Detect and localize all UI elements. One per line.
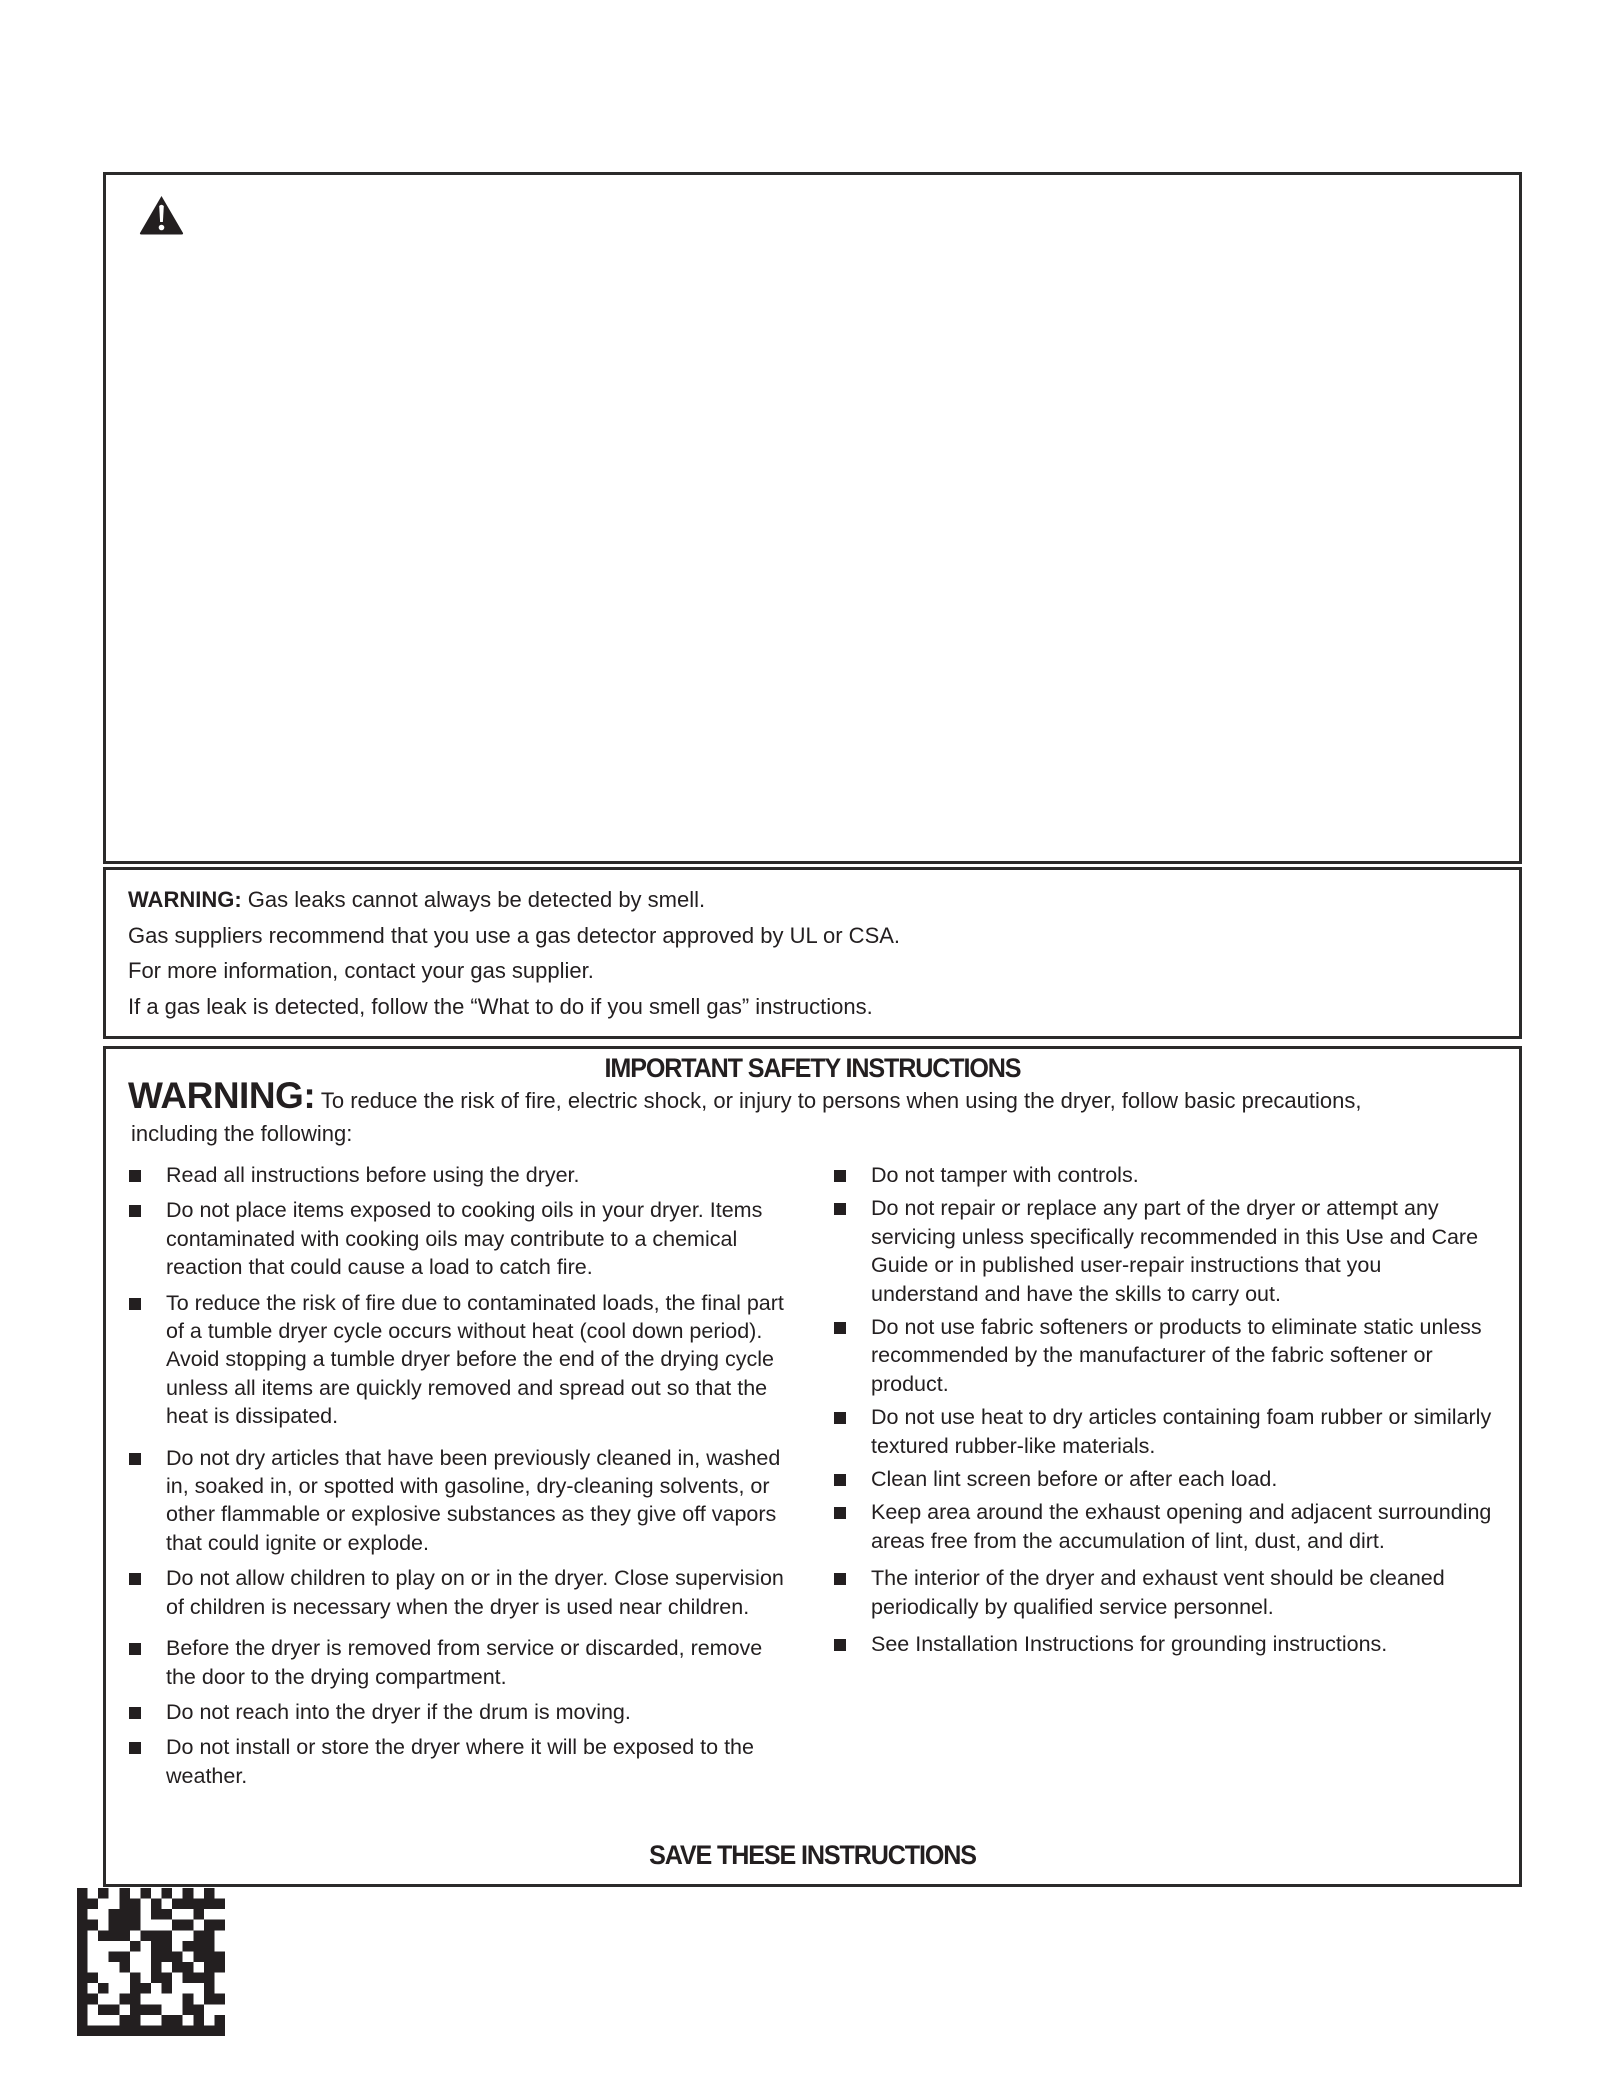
bullet-square-icon xyxy=(834,1474,846,1486)
list-item xyxy=(129,1289,789,1431)
barcode-module xyxy=(119,1930,130,1941)
bullet-square-icon xyxy=(834,1203,846,1215)
barcode-module xyxy=(109,1930,120,1941)
danger-box xyxy=(103,172,1522,864)
barcode-module xyxy=(77,1973,88,1984)
barcode-module xyxy=(183,2025,194,2036)
barcode-module xyxy=(77,1994,88,2005)
safety-list-right xyxy=(834,1161,1494,1664)
gas-warning-line: For more information, contact your gas supplier. xyxy=(128,958,594,983)
list-item xyxy=(834,1564,1494,1621)
barcode-module xyxy=(98,2004,109,2015)
barcode-module xyxy=(77,1899,88,1910)
list-item-text: Do not use fabric softeners or products to eliminate static unless recommended by the manufacturer of the fabric softener or product. xyxy=(871,1315,1482,1396)
list-item-text: The interior of the dryer and exhaust vent should be cleaned periodically by qualified service personnel. xyxy=(871,1566,1445,1619)
list-item-text: Before the dryer is removed from service or discarded, remove the door to the drying compartment. xyxy=(166,1636,763,1689)
barcode-module xyxy=(119,2025,130,2036)
list-item-text: Do not repair or replace any part of the dryer or attempt any servicing unless specifically recommended in this Use and Care Guide or in published user-repair instructions that you understand and have the skills to carry out. xyxy=(871,1196,1479,1306)
list-item xyxy=(834,1403,1494,1460)
barcode-module xyxy=(193,1951,204,1962)
barcode-module xyxy=(130,1973,141,1984)
barcode-module xyxy=(77,1983,88,1994)
barcode-module xyxy=(193,2025,204,2036)
barcode-module xyxy=(162,1983,173,1994)
barcode-module xyxy=(77,1930,88,1941)
barcode-module xyxy=(183,1899,194,1910)
barcode-module xyxy=(130,1941,141,1952)
barcode-module xyxy=(151,1899,162,1910)
barcode-module xyxy=(162,2015,173,2026)
barcode-module xyxy=(214,1920,225,1931)
barcode-module xyxy=(193,2015,204,2026)
gas-warning-label: WARNING: xyxy=(128,887,242,912)
list-item-text: Keep area around the exhaust opening and adjacent surrounding areas free from the accumulation of lint, dust, and dirt. xyxy=(871,1500,1492,1553)
list-item xyxy=(834,1465,1494,1493)
barcode-module xyxy=(204,1973,215,1984)
bullet-square-icon xyxy=(834,1170,846,1182)
barcode-module xyxy=(88,1920,99,1931)
barcode-module xyxy=(193,1941,204,1952)
barcode-module xyxy=(109,1909,120,1920)
bullet-square-icon xyxy=(129,1298,141,1310)
gas-warning-first-line: Gas leaks cannot always be detected by smell. xyxy=(241,887,706,912)
safety-list-left xyxy=(129,1161,789,1797)
barcode-module xyxy=(162,1909,173,1920)
barcode-module xyxy=(88,1994,99,2005)
barcode-module xyxy=(204,1930,215,1941)
barcode-module xyxy=(183,1962,194,1973)
list-item xyxy=(129,1444,789,1558)
barcode-module xyxy=(151,2025,162,2036)
barcode-module xyxy=(77,1920,88,1931)
list-item-text: Clean lint screen before or after each load. xyxy=(871,1467,1278,1492)
barcode-module xyxy=(151,1973,162,1984)
barcode-module xyxy=(98,1983,109,1994)
barcode-module xyxy=(162,1930,173,1941)
barcode-module xyxy=(130,1994,141,2005)
bullet-square-icon xyxy=(129,1453,141,1465)
barcode-module xyxy=(204,1951,215,1962)
barcode-module xyxy=(77,2025,88,2036)
barcode-module xyxy=(162,1973,173,1984)
barcode-module xyxy=(151,1909,162,1920)
gas-warning-text xyxy=(128,882,900,1024)
barcode-module xyxy=(204,1983,215,1994)
list-item xyxy=(834,1194,1494,1308)
barcode-module xyxy=(172,1962,183,1973)
barcode-module xyxy=(109,1920,120,1931)
barcode-module xyxy=(162,1888,173,1899)
barcode-module xyxy=(172,2025,183,2036)
barcode-module xyxy=(130,1920,141,1931)
list-item-text: Do not install or store the dryer where it will be exposed to the weather. xyxy=(166,1735,754,1788)
barcode-module xyxy=(172,1920,183,1931)
barcode-module xyxy=(183,1920,194,1931)
gas-warning-line: If a gas leak is detected, follow the “What to do if you smell gas” instructions. xyxy=(128,993,873,1019)
list-item-text: Do not place items exposed to cooking oils in your dryer. Items contaminated with cooking oils may contribute to a chemical reaction that could cause a load to catch fire. xyxy=(166,1198,763,1280)
barcode-module xyxy=(88,2025,99,2036)
safety-title: IMPORTANT SAFETY INSTRUCTIONS xyxy=(604,1053,1021,1083)
barcode-module xyxy=(172,1951,183,1962)
barcode-module xyxy=(119,2015,130,2026)
gas-warning-line: Gas suppliers recommend that you use a gas detector approved by UL or CSA. xyxy=(128,922,901,948)
barcode-module xyxy=(119,1899,130,1910)
barcode-module xyxy=(98,1930,109,1941)
barcode-module xyxy=(151,1962,162,1973)
barcode-module xyxy=(204,1962,215,1973)
barcode-module xyxy=(140,2004,151,2015)
list-item-text: Do not dry articles that have been previously cleaned in, washed in, soaked in, or spotted with gasoline, dry-cleaning solvents, or other flammable or explosive substances as they give off vapors that could ignite or explode. xyxy=(166,1445,781,1555)
barcode-module xyxy=(214,2015,225,2026)
list-item-text: To reduce the risk of fire due to contaminated loads, the final part of a tumble dryer cycle occurs without heat (cool down period). Avoid stopping a tumble dryer before the end of the drying cycle unless all items are quickly removed and spread out so that the heat is dissipated. xyxy=(166,1290,784,1429)
barcode-module xyxy=(162,1941,173,1952)
barcode-module xyxy=(77,1888,88,1899)
barcode-module xyxy=(183,1888,194,1899)
barcode-module xyxy=(119,1994,130,2005)
safety-warning-label: WARNING: xyxy=(128,1075,316,1116)
barcode-module xyxy=(130,2004,141,2015)
barcode-module xyxy=(77,2015,88,2026)
barcode-module xyxy=(151,1941,162,1952)
bullet-square-icon xyxy=(129,1205,141,1217)
barcode-module xyxy=(109,1951,120,1962)
bullet-square-icon xyxy=(834,1573,846,1585)
barcode-module xyxy=(214,1951,225,1962)
barcode-module xyxy=(140,1983,151,1994)
barcode-module xyxy=(172,1899,183,1910)
barcode-module xyxy=(151,2004,162,2015)
barcode-module xyxy=(130,1899,141,1910)
barcode-module xyxy=(162,1951,173,1962)
list-item xyxy=(129,1196,789,1281)
barcode-module xyxy=(214,2025,225,2036)
warning-triangle-icon xyxy=(139,195,184,235)
list-item xyxy=(129,1733,789,1790)
barcode-module xyxy=(183,2004,194,2015)
barcode-module xyxy=(214,1994,225,2005)
barcode-module xyxy=(130,1983,141,1994)
list-item xyxy=(834,1498,1494,1555)
barcode-module xyxy=(140,2025,151,2036)
barcode-module xyxy=(204,1994,215,2005)
barcode-module xyxy=(88,1973,99,1984)
gas-warning-line xyxy=(128,882,900,918)
barcode-module xyxy=(204,2025,215,2036)
list-item xyxy=(129,1564,789,1621)
list-item xyxy=(834,1161,1494,1189)
list-item xyxy=(129,1634,789,1691)
safety-warning-text: To reduce the risk of fire, electric shock, or injury to persons when using the dryer, follow basic precautions, xyxy=(315,1088,1362,1113)
barcode-module xyxy=(183,1994,194,2005)
barcode-module xyxy=(162,2025,173,2036)
barcode-module xyxy=(119,1951,130,1962)
list-item-text: Do not reach into the dryer if the drum is moving. xyxy=(166,1699,631,1724)
bullet-square-icon xyxy=(129,1643,141,1655)
barcode-module xyxy=(183,1973,194,1984)
barcode-module xyxy=(77,1909,88,1920)
barcode-module xyxy=(204,1941,215,1952)
bullet-square-icon xyxy=(834,1412,846,1424)
barcode-module xyxy=(183,1941,194,1952)
barcode-module xyxy=(119,1909,130,1920)
list-item xyxy=(129,1161,789,1189)
datamatrix-barcode-icon xyxy=(77,1888,225,2036)
list-item-text: Do not tamper with controls. xyxy=(871,1163,1139,1187)
barcode-module xyxy=(204,1920,215,1931)
list-item-text: See Installation Instructions for grounding instructions. xyxy=(871,1632,1388,1657)
barcode-module xyxy=(204,1888,215,1899)
list-item xyxy=(834,1630,1494,1658)
barcode-module xyxy=(193,2004,204,2015)
barcode-module xyxy=(109,2004,120,2015)
safety-warning-line xyxy=(128,1075,1508,1116)
barcode-module xyxy=(193,1909,204,1920)
list-item-text: Do not allow children to play on or in the dryer. Close supervision of children is necessary when the dryer is used near children. xyxy=(166,1566,784,1619)
barcode-module xyxy=(88,1899,99,1910)
barcode-module xyxy=(193,1930,204,1941)
barcode-module xyxy=(98,2025,109,2036)
barcode-module xyxy=(214,1962,225,1973)
barcode-module xyxy=(204,1899,215,1910)
barcode-module xyxy=(193,1973,204,1984)
list-item-text: Do not use heat to dry articles containing foam rubber or similarly textured rubber-like materials. xyxy=(871,1405,1492,1458)
barcode-module xyxy=(140,1930,151,1941)
barcode-module xyxy=(109,2025,120,2036)
barcode-module xyxy=(214,1899,225,1910)
bullet-square-icon xyxy=(834,1507,846,1519)
list-item xyxy=(129,1698,789,1726)
safety-warning-continuation: including the following: xyxy=(131,1121,353,1146)
bullet-square-icon xyxy=(834,1322,846,1334)
bullet-square-icon xyxy=(129,1170,141,1182)
bullet-square-icon xyxy=(129,1573,141,1585)
list-item-text: Read all instructions before using the dryer. xyxy=(166,1163,580,1187)
barcode-module xyxy=(119,1962,130,1973)
barcode-module xyxy=(77,1941,88,1952)
barcode-module xyxy=(77,1962,88,1973)
barcode-module xyxy=(119,1920,130,1931)
list-item xyxy=(834,1313,1494,1398)
bullet-square-icon xyxy=(129,1707,141,1719)
barcode-module xyxy=(77,2004,88,2015)
bullet-square-icon xyxy=(834,1639,846,1651)
barcode-module xyxy=(172,2015,183,2026)
barcode-module xyxy=(193,1899,204,1910)
barcode-module xyxy=(130,2015,141,2026)
barcode-module xyxy=(77,1951,88,1962)
save-instructions-footer: SAVE THESE INSTRUCTIONS xyxy=(649,1840,976,1870)
barcode-module xyxy=(119,1888,130,1899)
barcode-module xyxy=(98,1888,109,1899)
barcode-module xyxy=(151,1930,162,1941)
barcode-module xyxy=(130,1909,141,1920)
barcode-module xyxy=(151,1951,162,1962)
barcode-module xyxy=(140,1888,151,1899)
bullet-square-icon xyxy=(129,1742,141,1754)
barcode-module xyxy=(130,2025,141,2036)
